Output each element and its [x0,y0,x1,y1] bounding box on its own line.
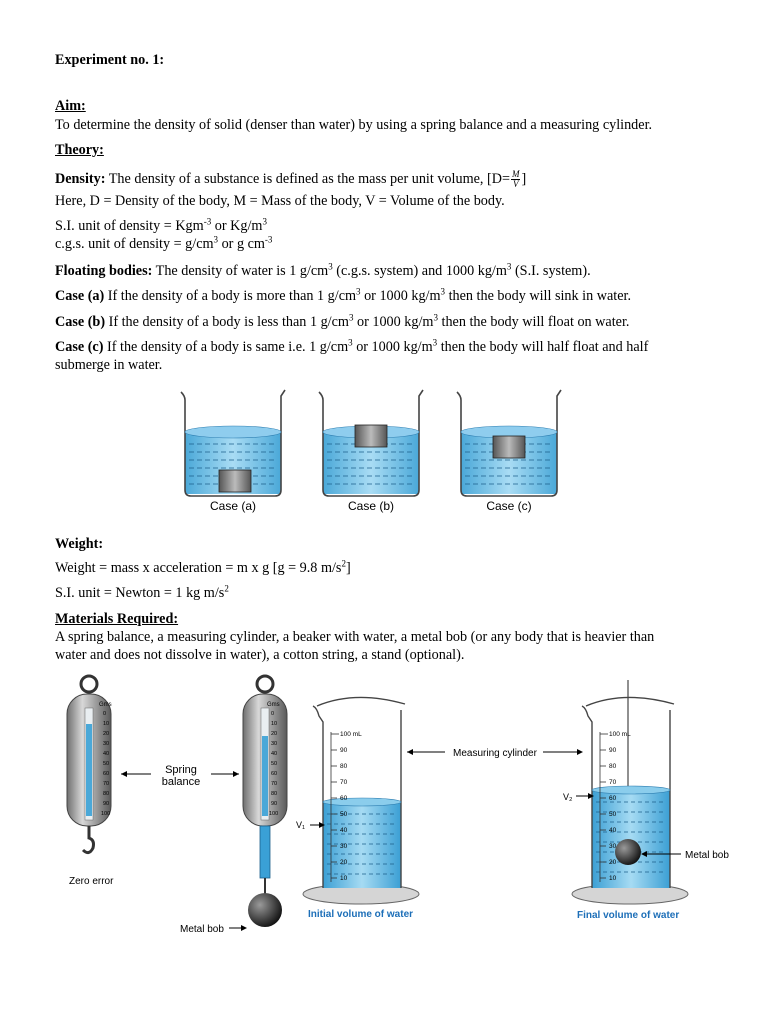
case-a-2: or 1000 kg/m [360,288,441,304]
tick: 70 [103,781,110,787]
metal-bob-right [615,839,641,865]
spring-label-1: Spring [165,764,197,776]
case-a-line [55,287,631,305]
cyl-tick: 100 mL [609,731,631,738]
sup-3: 3 [356,286,361,297]
cyl-tick: 10 [340,875,348,882]
tick: 80 [103,791,110,797]
cyl-tick: 60 [340,795,348,802]
weight-formula-close: ] [345,560,351,576]
density-definition [55,170,526,189]
weight-formula-sup: 2 [341,558,346,569]
cyl-tick: 100 mL [340,731,362,738]
measuring-cylinder-final [563,680,729,921]
zero-error-label: Zero error [69,876,114,887]
case-a-1: If the density of a body is more than 1 g/cm [104,288,357,304]
floating-c: (S.I. system). [511,263,591,279]
cyl-tick: 20 [340,859,348,866]
beaker-a [181,390,285,513]
apparatus-figure [55,672,740,944]
experiment-title: Experiment no. 1: [55,52,165,68]
sup-3: 3 [328,261,333,272]
cyl-tick: 80 [609,763,617,770]
metal-bob-left [248,893,282,927]
aim-heading: Aim: [55,98,86,114]
si-unit-a: S.I. unit of density = Kgm [55,218,204,234]
gms-label-1: Gms [99,702,112,708]
beaker-c [457,390,561,513]
tick: 0 [271,711,275,717]
floating-label: Floating bodies: [55,263,153,279]
case-c-label: Case (c) [55,339,104,355]
frac-numerator: M [511,169,520,180]
density-text: The density of a substance is defined as the mass per unit volume, [D= [108,171,510,187]
sup-3: 3 [348,312,354,323]
case-a-3: then the body will sink in water. [445,288,632,304]
cyl-tick: 30 [340,843,348,850]
cyl-tick: 50 [609,811,617,818]
v2-label: V₂ [563,792,573,802]
tick: 0 [103,711,107,717]
cyl-tick: 60 [609,795,617,802]
si-unit-sup1: -3 [203,216,212,227]
cgs-unit-line [55,235,272,253]
tick: 30 [271,741,278,747]
tick: 100 [269,811,279,817]
case-c-1: If the density of a body is same i.e. 1 g/cm [103,339,349,355]
tick: 50 [271,761,278,767]
cyl-tick: 10 [609,875,617,882]
tick: 60 [271,771,278,777]
case-c-line [55,338,648,356]
si-unit-b: or Kg/m [211,218,263,234]
weight-unit-text: S.I. unit = Newton = 1 kg m/s [55,585,225,601]
case-c-3: then the body will half float and half [437,339,649,355]
cgs-unit-b: or g cm [218,236,265,252]
case-b-1: If the density of a body is less than 1 g/cm [105,314,349,330]
case-a-caption: Case (a) [209,499,257,513]
spring-balance-2 [180,676,287,935]
case-a-label: Case (a) [55,288,105,304]
cyl-tick: 30 [609,843,617,850]
si-unit-sup2: 3 [262,216,267,227]
sup-3: 3 [348,337,353,348]
cyl-tick: 90 [340,747,348,754]
floating-a: The density of water is 1 g/cm [152,263,329,279]
measuring-cylinder-callout [407,748,583,759]
tick: 20 [271,731,278,737]
tick: 80 [271,791,278,797]
cyl-tick: 70 [609,779,617,786]
weight-heading: Weight: [55,536,104,552]
cgs-unit-sup1: 3 [213,234,219,245]
measuring-cylinder-label: Measuring cylinder [453,748,537,759]
tick: 100 [101,811,111,817]
spring-balance-callout [121,764,239,788]
spring-balance-1 [67,676,114,887]
cgs-unit-sup2: -3 [264,234,273,245]
case-b-3: then the body will float on water. [437,314,630,330]
density-label: Density: [55,171,106,187]
tick: 60 [103,771,110,777]
cgs-unit-a: c.g.s. unit of density = g/cm [55,236,214,252]
tick: 90 [103,801,110,807]
weight-formula [55,559,351,577]
tick: 10 [103,721,110,727]
aim-text: To determine the density of solid (denser than water) by using a spring balance and a measuring cylinder. [55,117,653,133]
tick: 90 [271,801,278,807]
case-b-caption: Case (b) [347,499,395,513]
sup-3: 3 [440,286,446,297]
floating-b: (c.g.s. system) and 1000 kg/m [332,263,507,279]
gms-label-2: Gms [267,702,280,708]
case-b-2: or 1000 kg/m [353,314,434,330]
initial-volume-caption: Initial volume of water [308,909,414,920]
sup-3: 3 [506,261,512,272]
cyl-tick: 90 [609,747,617,754]
cyl-tick: 40 [340,827,348,834]
metal-bob-right-label: Metal bob [685,850,729,861]
beaker-b [319,390,423,513]
floating-line [55,262,591,280]
tick: 70 [271,781,278,787]
case-b-label: Case (b) [55,314,106,330]
case-c-line2: submerge in water. [55,357,163,373]
metal-bob-left-label: Metal bob [180,924,224,935]
sup-3: 3 [432,337,438,348]
tick: 40 [271,751,278,757]
scale-2 [269,711,278,817]
tick: 20 [103,731,110,737]
tick: 10 [271,721,278,727]
si-unit-line [55,217,267,235]
cyl-tick: 80 [340,763,348,770]
case-c-caption: Case (c) [486,499,532,513]
density-close: ] [521,171,527,187]
cyl-tick: 20 [609,859,617,866]
here-line: Here, D = Density of the body, M = Mass of the body, V = Volume of the body. [55,193,505,209]
weight-unit-sup: 2 [224,583,229,594]
tick: 30 [103,741,110,747]
frac-denominator: V [512,179,519,190]
cyl-tick: 70 [340,779,348,786]
cyl-tick: 50 [340,811,348,818]
beakers-figure [175,382,580,522]
case-b-line [55,313,629,331]
case-c-2: or 1000 kg/m [352,339,433,355]
weight-formula-text: Weight = mass x acceleration = m x g [g = 9.8 m/s [55,560,342,576]
v1-label: V₁ [296,820,306,830]
materials-heading: Materials Required: [55,611,179,627]
measuring-cylinder-initial [296,697,419,920]
scale-1 [101,711,110,817]
cyl-tick: 40 [609,827,617,834]
final-volume-caption: Final volume of water [577,910,680,921]
spring-label-2: balance [161,776,201,788]
materials-line2: water and does not dissolve in water), a cotton string, a stand (optional). [55,647,465,663]
materials-line1: A spring balance, a measuring cylinder, a beaker with water, a metal bob (or any body that is heavier than [55,629,655,645]
weight-unit [55,584,229,602]
theory-heading: Theory: [55,142,104,158]
tick: 40 [103,751,110,757]
tick: 50 [103,761,110,767]
sup-3: 3 [433,312,438,323]
density-fraction [511,170,521,189]
